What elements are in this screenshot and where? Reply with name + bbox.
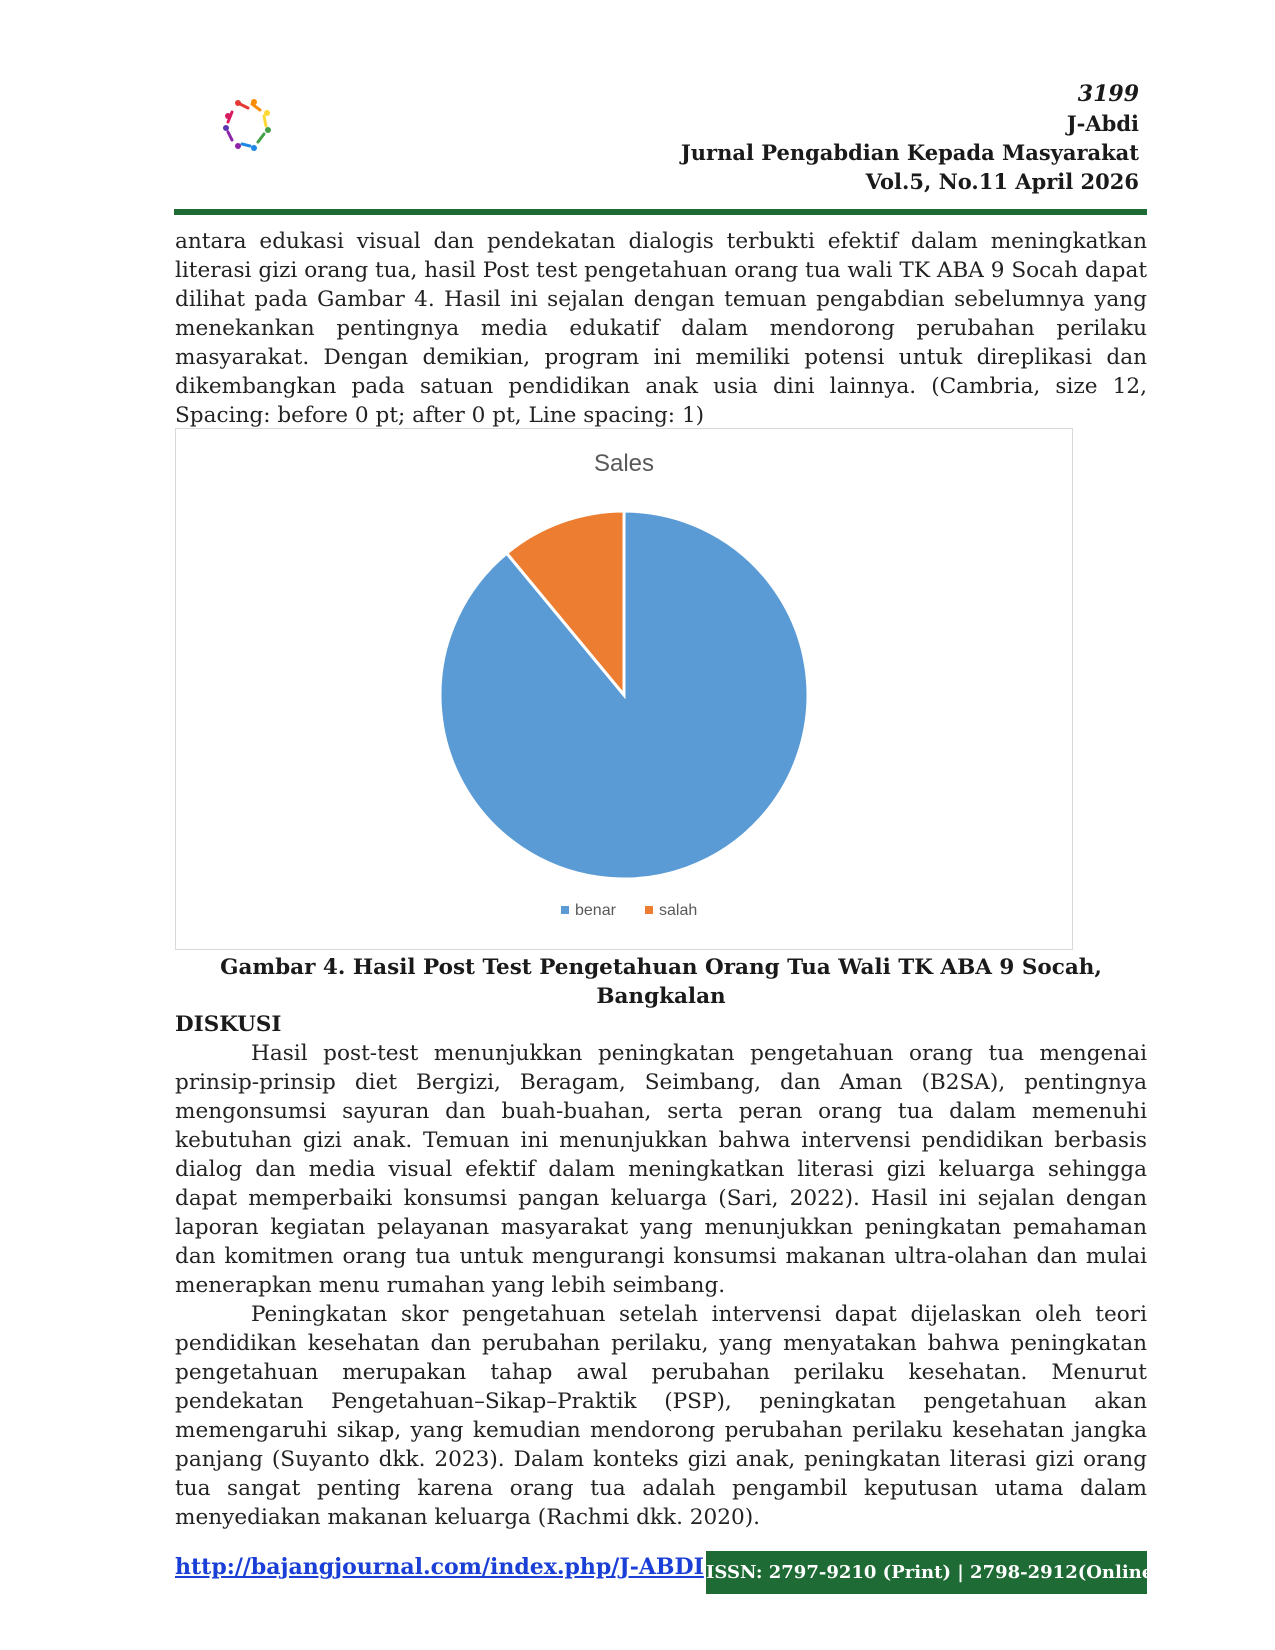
chart-title: Sales [593, 450, 655, 477]
legend-label-benar: benar [575, 902, 616, 919]
legend-label-salah: salah [659, 902, 698, 919]
journal-short-name: J-Abdi [1066, 111, 1139, 136]
page-number: 3199 [1077, 81, 1139, 107]
section-heading-diskusi: DISKUSI [175, 1012, 282, 1037]
header-divider [174, 209, 1147, 215]
legend-swatch-salah [645, 906, 653, 914]
running-header [681, 80, 1139, 196]
issn-banner: ISSN: 2797-9210 (Print) | 2798-2912(Online) [706, 1551, 1147, 1594]
paragraph-intro: antara edukasi visual dan pendekatan dialogis terbukti efektif dalam meningkatkan literasi gizi orang tua, hasil Post test pengetahuan orang tua wali TK ABA 9 Socah dapat dilihat pada Gambar 4. Hasil ini sejalan dengan temuan pengabdian sebelumnya yang menekankan pentingnya media edukatif dalam mendorong perubahan perilaku masyarakat. Dengan demikian, program ini memiliki potensi untuk direplikasi dan dikembangkan pada satuan pendidikan anak usia dini lainnya. (Cambria, size 12, Spacing: before 0 pt; after 0 pt, Line spacing: 1) [175, 229, 1147, 428]
journal-url-link[interactable]: http://bajangjournal.com/index.php/J-ABDI [175, 1554, 704, 1580]
paragraph-diskusi-1: Hasil post-test menunjukkan peningkatan pengetahuan orang tua mengenai prinsip-prinsip diet Bergizi, Beragam, Seimbang, dan Aman (B2SA), pentingnya mengonsumsi sayuran dan buah-buahan, serta peran orang tua dalam memenuhi kebutuhan gizi anak. Temuan ini menunjukkan bahwa intervensi pendidikan berbasis dialog dan media visual efektif dalam meningkatkan literasi gizi keluarga sehingga dapat memperbaiki konsumsi pangan keluarga (Sari, 2022). Hasil ini sejalan dengan laporan kegiatan pelayanan masyarakat yang menunjukkan peningkatan pemahaman dan komitmen orang tua untuk mengurangi konsumsi makanan ultra-olahan dan mulai menerapkan menu rumahan yang lebih seimbang. [175, 1041, 1147, 1298]
pie-chart [176, 429, 1072, 949]
paragraph-diskusi-2: Peningkatan skor pengetahuan setelah intervensi dapat dijelaskan oleh teori pendidikan kesehatan dan perubahan perilaku, yang menyatakan bahwa peningkatan pengetahuan merupakan tahap awal perubahan perilaku kesehatan. Menurut pendekatan Pengetahuan–Sikap–Praktik (PSP), peningkatan pengetahuan akan memengaruhi sikap, yang kemudian mendorong perubahan perilaku kesehatan jangka panjang (Suyanto dkk. 2023). Dalam konteks gizi anak, peningkatan literasi gizi orang tua sangat penting karena orang tua adalah pengambil keputusan utama dalam menyediakan makanan keluarga (Rachmi dkk. 2020). [175, 1302, 1147, 1530]
journal-volume: Vol.5, No.11 April 2026 [865, 169, 1139, 194]
journal-full-name: Jurnal Pengabdian Kepada Masyarakat [680, 140, 1139, 165]
legend-swatch-benar [561, 906, 569, 914]
figure-caption: Gambar 4. Hasil Post Test Pengetahuan Orang Tua Wali TK ABA 9 Socah, Bangkalan [220, 955, 1102, 1009]
pie-chart-figure [175, 428, 1073, 950]
journal-logo-icon [218, 98, 278, 156]
